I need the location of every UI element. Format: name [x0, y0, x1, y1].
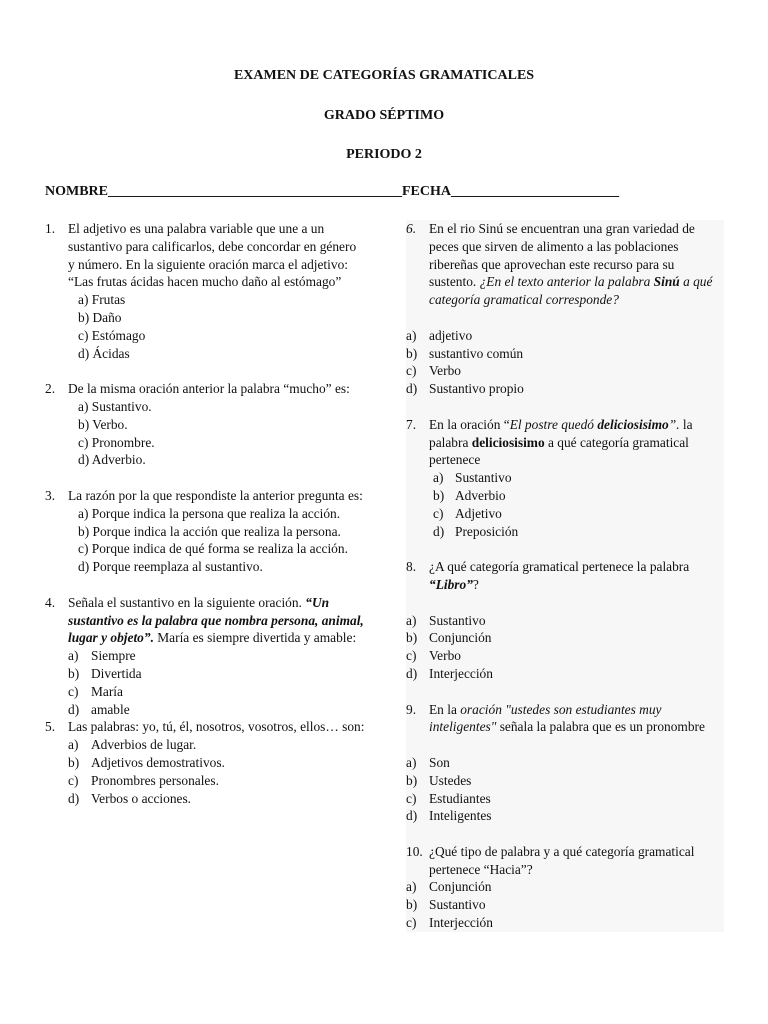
option-2d[interactable]: d) Adverbio.	[78, 452, 146, 468]
option-7d[interactable]	[406, 523, 724, 541]
question-text-part: la palabra	[429, 416, 693, 450]
question-5	[45, 718, 365, 736]
option-7c[interactable]	[406, 505, 724, 523]
option-1b[interactable]: b) Daño	[78, 309, 122, 325]
option-letter: b)	[406, 630, 418, 646]
option-text: Adjetivo	[455, 505, 502, 521]
option-text: adjetivo	[429, 327, 473, 343]
option-letter: d)	[406, 381, 418, 397]
option-9d[interactable]	[406, 807, 724, 825]
option-letter: b)	[433, 487, 445, 503]
question-text: El adjetivo es una palabra variable que une a un sustantivo para calificarlos, debe concordar en género y número. En la siguiente oración marca el adjetivo: “Las frutas ácidas hacen mucho daño al estómago”	[68, 221, 357, 290]
option-6b[interactable]	[406, 345, 724, 363]
option-text: sustantivo común	[429, 345, 524, 361]
question-4	[45, 594, 365, 647]
option-text: Adjetivos demostrativos.	[91, 754, 225, 770]
option-9c[interactable]	[406, 790, 724, 808]
question-number: 7.	[406, 416, 417, 432]
question-number: 2.	[45, 381, 56, 397]
question-text	[429, 701, 724, 737]
option-letter: c)	[406, 363, 417, 379]
date-label: FECHA	[402, 184, 451, 199]
spacer	[406, 825, 724, 843]
option-letter: a)	[68, 648, 79, 664]
question-text	[429, 416, 724, 469]
option-text: Verbo	[429, 648, 461, 664]
option-letter: b)	[68, 665, 80, 681]
option-9a[interactable]	[406, 754, 724, 772]
option-text: amable	[91, 701, 130, 717]
question-1	[45, 220, 365, 291]
option-5c[interactable]	[45, 772, 365, 790]
question-text-part: Señala el sustantivo en la siguiente oración.	[68, 594, 302, 610]
option-3a[interactable]: a) Porque indica la persona que realiza la acción.	[78, 505, 341, 521]
question-text-part: señala la palabra que es un pronombre	[496, 719, 705, 735]
option-text: Ustedes	[429, 772, 472, 788]
option-text: Adverbios de lugar.	[91, 737, 197, 753]
question-10	[406, 843, 724, 879]
option-10a[interactable]	[406, 878, 724, 896]
spacer	[406, 309, 724, 327]
option-5a[interactable]	[45, 736, 365, 754]
option-text: Verbos o acciones.	[91, 790, 192, 806]
option-letter: a)	[406, 754, 417, 770]
option-text: Sustantivo	[429, 612, 486, 628]
question-text-part: María es siempre divertida y amable:	[153, 630, 357, 646]
name-label: NOMBRE	[45, 184, 108, 199]
grade-heading: GRADO SÉPTIMO	[323, 108, 445, 123]
question-2	[45, 380, 365, 398]
question-text	[68, 594, 365, 647]
option-letter: c)	[406, 915, 417, 931]
option-letter: d)	[68, 790, 80, 806]
option-text: Preposición	[455, 523, 519, 539]
date-field[interactable]: ________________________	[451, 184, 619, 199]
question-text-part: En la oración “	[429, 416, 510, 432]
option-text: Divertida	[91, 665, 142, 681]
option-5b[interactable]	[45, 754, 365, 772]
option-7a[interactable]	[406, 469, 724, 487]
option-2a[interactable]: a) Sustantivo.	[78, 398, 152, 414]
question-number: 1.	[45, 221, 56, 236]
spacer	[406, 683, 724, 701]
option-8c[interactable]	[406, 647, 724, 665]
question-number: 3.	[45, 487, 56, 503]
option-letter: d)	[406, 665, 418, 681]
option-letter: a)	[406, 879, 417, 895]
option-text: Son	[429, 754, 450, 770]
question-number: 6.	[406, 221, 417, 236]
question-text: Las palabras: yo, tú, él, nosotros, vosotros, ellos… son:	[68, 719, 365, 735]
option-text: Verbo	[429, 363, 461, 379]
highlighted-word: “Libro”	[429, 576, 473, 592]
option-4d[interactable]	[45, 701, 365, 719]
option-text: Sustantivo propio	[429, 381, 524, 397]
spacer	[45, 576, 365, 594]
option-letter: a)	[406, 612, 417, 628]
option-2b[interactable]: b) Verbo.	[78, 416, 128, 432]
option-4a[interactable]	[45, 647, 365, 665]
highlighted-word: deliciosisimo	[471, 434, 545, 450]
question-text-part: En la	[429, 701, 461, 717]
option-text: Interjección	[429, 915, 493, 931]
question-9	[406, 701, 724, 737]
option-3d[interactable]: d) Porque reemplaza al sustantivo.	[78, 559, 263, 575]
option-4c[interactable]	[45, 683, 365, 701]
option-8b[interactable]	[406, 629, 724, 647]
option-9b[interactable]	[406, 772, 724, 790]
question-text-part: ?	[472, 576, 479, 592]
question-text-part: ¿A qué categoría gramatical pertenece la palabra	[429, 559, 690, 575]
option-7b[interactable]	[406, 487, 724, 505]
option-4b[interactable]	[45, 665, 365, 683]
option-letter: c)	[433, 505, 444, 521]
option-text: Conjunción	[429, 630, 492, 646]
option-6d[interactable]	[406, 380, 724, 398]
spacer	[45, 469, 365, 487]
option-5d[interactable]	[45, 790, 365, 808]
question-6	[406, 220, 724, 309]
quoted-sentence: oración "ustedes son estudiantes muy inteligentes"	[429, 701, 662, 735]
option-text: Interjección	[429, 665, 493, 681]
name-date-line	[45, 184, 619, 200]
question-text: ¿Qué tipo de palabra y a qué categoría gramatical pertenece “Hacia”?	[429, 843, 695, 877]
exam-title: EXAMEN DE CATEGORÍAS GRAMATICALES	[233, 68, 535, 83]
option-text: Conjunción	[429, 879, 492, 895]
spacer	[45, 362, 365, 380]
period-heading: PERIODO 2	[346, 147, 422, 162]
option-letter: c)	[68, 683, 79, 699]
option-10c[interactable]	[406, 914, 724, 932]
option-1d[interactable]: d) Ácidas	[78, 345, 130, 361]
quoted-definition: “Un sustantivo es la palabra que nombra persona, animal, lugar y objeto”.	[68, 594, 364, 646]
option-1c[interactable]: c) Estómago	[78, 327, 146, 343]
option-3b[interactable]: b) Porque indica la acción que realiza la persona.	[78, 523, 341, 539]
option-letter: b)	[406, 897, 418, 913]
question-text-part: En el rio Sinú se encuentran una gran variedad de peces que sirven de alimento a las poblaciones ribereñas que aprovechan este recurso para su sustento.	[429, 221, 695, 290]
option-8d[interactable]	[406, 665, 724, 683]
question-7	[406, 416, 724, 469]
option-letter: c)	[68, 772, 79, 788]
question-text-part: a qué categoría gramatical pertenece	[429, 434, 689, 468]
option-3c[interactable]: c) Porque indica de qué forma se realiza la acción.	[78, 541, 348, 557]
option-letter: d)	[406, 808, 418, 824]
option-letter: b)	[406, 772, 418, 788]
name-field[interactable]: __________________________________________	[108, 184, 402, 199]
option-1a[interactable]: a) Frutas	[78, 292, 126, 308]
option-6a[interactable]	[406, 327, 724, 345]
question-text: De la misma oración anterior la palabra “mucho” es:	[68, 381, 350, 397]
question-text-part: a qué categoría gramatical corresponde?	[429, 274, 713, 308]
question-text	[429, 558, 724, 594]
option-letter: d)	[433, 523, 445, 539]
option-letter: b)	[68, 754, 80, 770]
option-text: Siempre	[91, 648, 136, 664]
option-letter: a)	[68, 737, 79, 753]
option-letter: a)	[433, 470, 444, 486]
option-text: Sustantivo	[429, 897, 486, 913]
option-text: Estudiantes	[429, 790, 491, 806]
question-text-part: ¿En el texto anterior la palabra	[479, 274, 654, 290]
question-3	[45, 487, 365, 505]
spacer	[406, 398, 724, 416]
spacer	[406, 594, 724, 612]
question-text-part: ”.	[668, 416, 680, 432]
question-8	[406, 558, 724, 594]
question-number: 4.	[45, 594, 56, 610]
question-text-part: El postre quedó	[509, 416, 598, 432]
highlighted-word: Sinú	[653, 274, 680, 290]
option-10b[interactable]	[406, 896, 724, 914]
option-letter: b)	[406, 345, 418, 361]
option-text: Sustantivo	[455, 470, 512, 486]
option-letter: c)	[406, 790, 417, 806]
right-column	[406, 220, 724, 932]
question-number: 8.	[406, 559, 417, 575]
left-column	[45, 220, 365, 807]
question-number: 5.	[45, 719, 56, 735]
option-6c[interactable]	[406, 362, 724, 380]
question-text	[429, 220, 724, 309]
option-letter: c)	[406, 648, 417, 664]
spacer	[406, 540, 724, 558]
highlighted-word: deliciosisimo	[597, 416, 669, 432]
question-number: 9.	[406, 701, 417, 717]
question-number: 10.	[406, 843, 423, 859]
spacer	[406, 736, 724, 754]
option-8a[interactable]	[406, 612, 724, 630]
option-text: Adverbio	[455, 487, 506, 503]
option-letter: a)	[406, 327, 417, 343]
option-text: Inteligentes	[429, 808, 492, 824]
option-text: María	[91, 683, 123, 699]
option-text: Pronombres personales.	[91, 772, 219, 788]
question-text: La razón por la que respondiste la anterior pregunta es:	[68, 487, 363, 503]
option-2c[interactable]: c) Pronombre.	[78, 434, 155, 450]
option-letter: d)	[68, 701, 80, 717]
